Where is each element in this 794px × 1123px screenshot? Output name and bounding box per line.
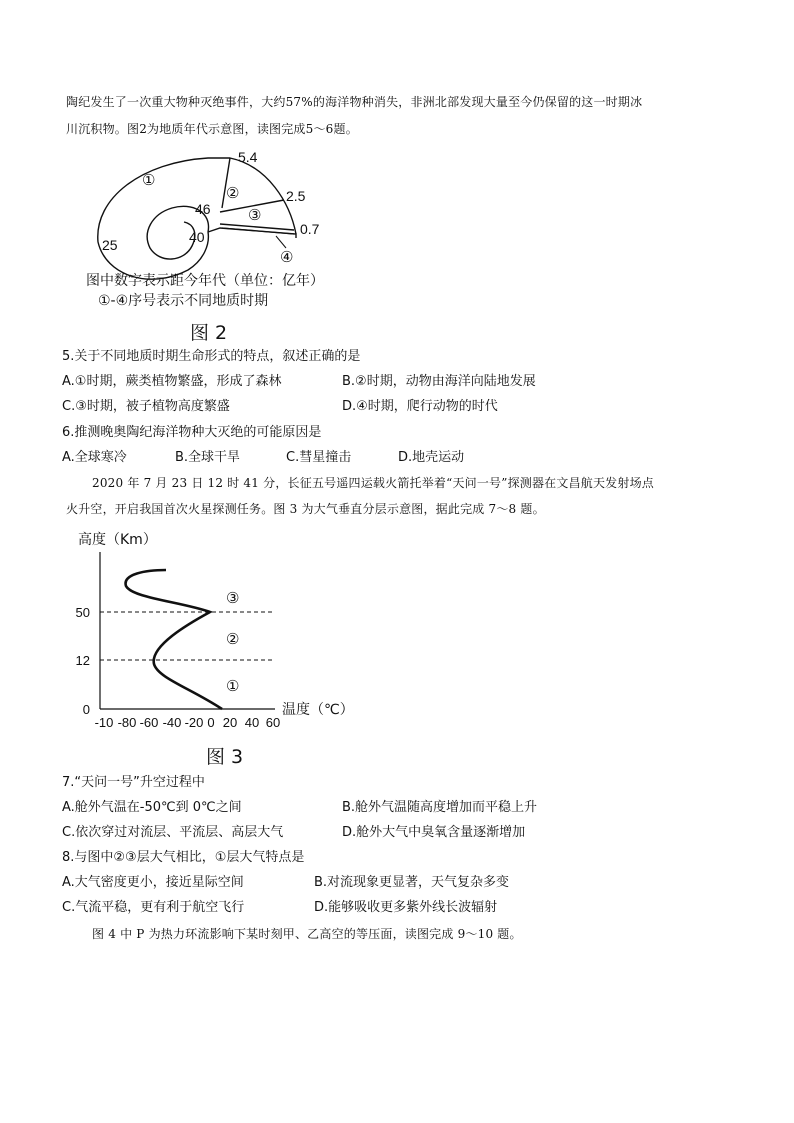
layer-1-label: ① [226,678,240,695]
layer-2-label: ② [226,631,240,648]
layer-3-label: ③ [226,590,240,607]
q6-option-a: A.全球寒冷 [62,450,127,465]
q7-option-d: D.舱外大气中臭氧含量逐渐增加 [342,825,526,840]
period-3-label: ③ [248,207,262,224]
ytick-0: 0 [82,702,90,717]
period-1-label: ① [142,172,156,189]
period-2-label: ② [226,185,240,202]
intro2-line-1: 2020 年 7 月 23 日 12 时 41 分，长征五号遥四运载火箭托举着“天问一号”探测器在文昌航天发射场点 [92,476,654,490]
intro2-line-2: 火升空，开启我国首次火星探测任务。图 3 为大气垂直分层示意图，据此完成 7～8 题。 [66,502,545,516]
fig3-xlabel: 温度（℃） [282,702,354,718]
q8-option-a: A.大气密度更小，接近星际空间 [62,875,244,890]
q7-stem: 7.“天问一号”升空过程中 [62,775,205,790]
temperature-curve [126,570,222,709]
intro3-line-1: 图 4 中 P 为热力环流影响下某时刻甲、乙高空的等压面，读图完成 9～10 题。 [92,927,522,941]
q5-option-b: B.②时期，动物由海洋向陆地发展 [342,374,536,389]
age-25: 25 [102,237,118,253]
q7-option-a: A.舱外气温在-50℃到 0℃之间 [62,800,242,815]
q8-option-b: B.对流现象更显著，天气复杂多变 [314,875,510,890]
age-5-4: 5.4 [238,149,258,165]
q5-option-c: C.③时期，被子植物高度繁盛 [62,399,230,414]
q5-option-d: D.④时期，爬行动物的时代 [342,399,498,414]
age-0-7: 0.7 [300,221,320,237]
q7-option-b: B.舱外气温随高度增加而平稳上升 [342,800,538,815]
xtick-5: 0 [207,715,215,728]
q5-stem: 5.关于不同地质时期生命形式的特点，叙述正确的是 [62,349,361,364]
xtick-6: 20 [222,715,238,728]
period-4-pointer [276,236,286,248]
xtick-1: -80 [117,715,137,728]
ytick-12: 12 [75,653,90,668]
xtick-8: 60 [265,715,281,728]
fig2-caption-1: 图中数字表示距今年代（单位：亿年） [86,273,324,289]
q8-option-c: C.气流平稳，更有利于航空飞行 [62,900,245,915]
fig3-ylabel: 高度（Km） [78,532,157,548]
age-2-5: 2.5 [286,188,306,204]
xtick-0: -10 [94,715,114,728]
fig2-caption-2: ①-④序号表示不同地质时期 [98,293,269,309]
xtick-3: -40 [162,715,182,728]
q5-option-a: A.①时期，蕨类植物繁盛，形成了森林 [62,374,282,389]
age-46: 46 [195,201,211,217]
period-4-label: ④ [280,249,294,266]
q8-stem: 8.与图中②③层大气相比，①层大气特点是 [62,850,305,865]
fig2-label: 图 2 [190,322,228,344]
intro-line-1: 陶纪发生了一次重大物种灭绝事件，大约57%的海洋物种消失，非洲北部发现大量至今仍保留的这一时期冰 [66,95,643,109]
ytick-50: 50 [75,605,90,620]
q8-option-d: D.能够吸收更多紫外线长波辐射 [314,900,498,915]
atmosphere-layers-diagram [70,528,360,728]
xtick-2: -60 [139,715,159,728]
intro-line-2: 川沉积物。图2为地质年代示意图，读图完成5～6题。 [66,122,358,136]
fig3-label: 图 3 [206,746,244,768]
age-40: 40 [189,229,205,245]
xtick-7: 40 [244,715,260,728]
q6-option-b: B.全球干旱 [175,450,241,465]
q6-option-c: C.彗星撞击 [286,450,352,465]
xtick-4: -20 [184,715,204,728]
q7-option-c: C.依次穿过对流层、平流层、高层大气 [62,825,284,840]
q6-stem: 6.推测晚奥陶纪海洋物种大灭绝的可能原因是 [62,425,322,440]
q6-option-d: D.地壳运动 [398,450,465,465]
